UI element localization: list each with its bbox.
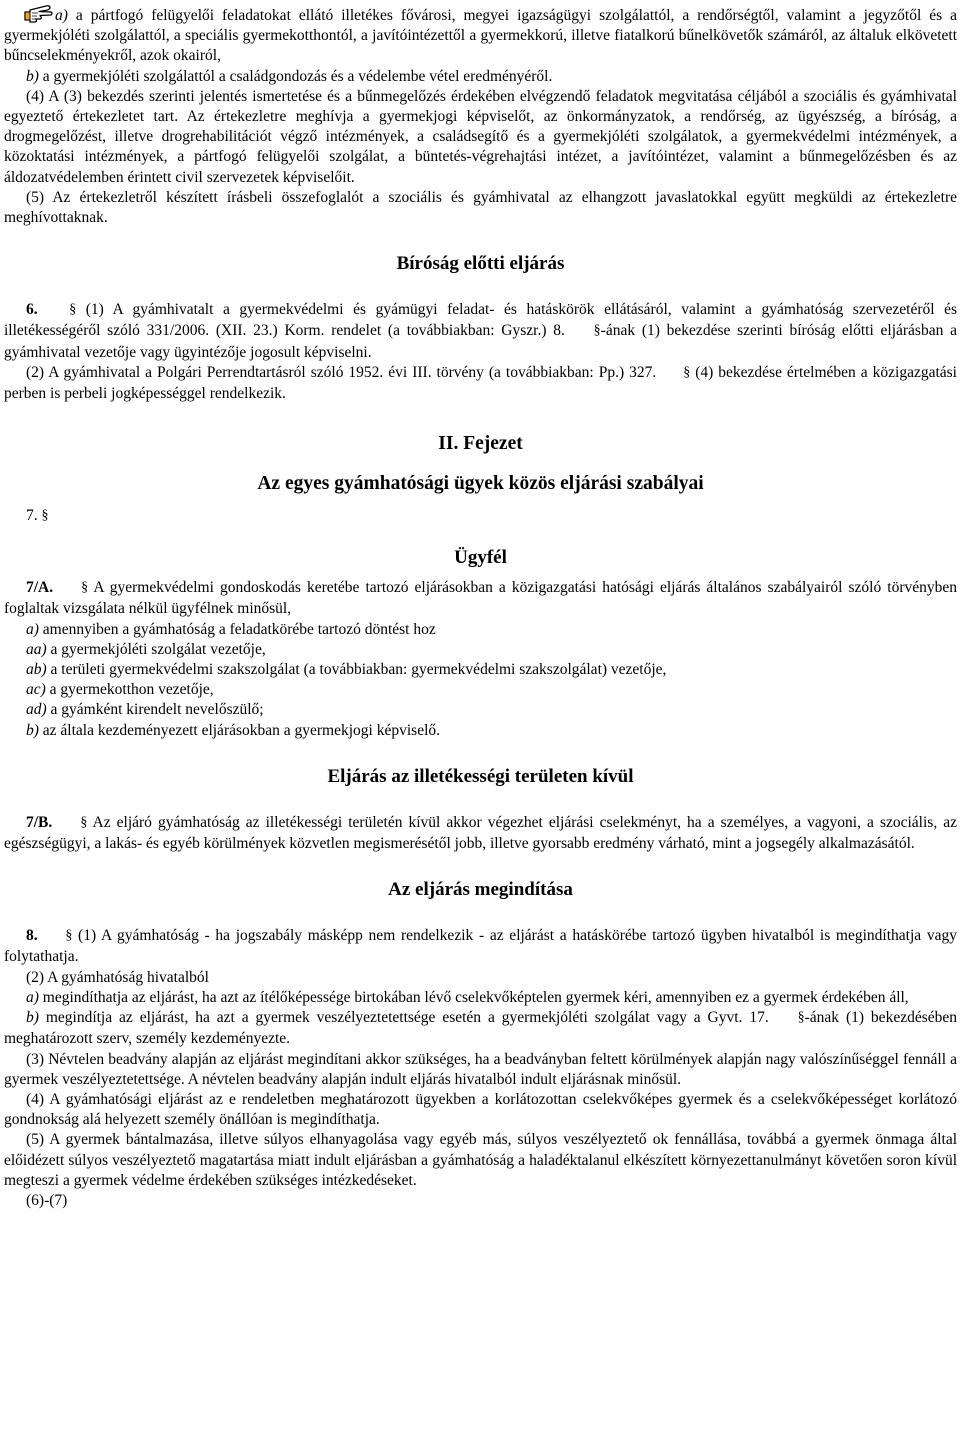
- item-marker: b): [26, 1009, 39, 1027]
- item-marker: ab): [26, 661, 47, 679]
- list-item: [4, 640, 957, 660]
- item-text: a gyermekjóléti szolgálat vezetője,: [46, 640, 266, 658]
- paragraph-4: (4) A (3) bekezdés szerinti jelentés ismertetése és a bűnmegelőzés érdekében elvégzendő feladatok megvitatása céljából a szociális és gyámhivatal egyeztető értekezletet tart. Az értekezletre meghívja a gyermekjogi képviselőt, az önkormányzatok, a rendőrség, az ügyészség, a bíróság, a drogmegelőzést, illetve drogrehabilitációt végző intézmények, a családsegítő és a gyermekjóléti szolgálatok, a gyermekvédelmi intézmények, a közoktatási intézmények, a pártfogó felügyelői szolgálat, a büntetés-végrehajtási intézet, a javítóintézet, valamint a bűnmegelőzésben és az áldozatvédelemben érintett civil szervezetek képviselőit.: [4, 87, 957, 186]
- section-sign-link[interactable]: §: [683, 364, 691, 380]
- item-text: a gyámként kirendelt nevelőszülő;: [46, 701, 264, 719]
- list-item: [4, 620, 957, 640]
- paragraph-text: (2) A gyámhivatal a Polgári Perrendtartásról szóló 1952. évi III. törvény (a továbbiakban: Pp.) 327.: [26, 363, 662, 381]
- paragraph-8-3: (3) Névtelen beadvány alapján az eljárást megindítani akkor szükséges, ha a beadványban feltett körülmények alapján nagy valószínűséggel fennáll a gyermek veszélyeztetettsége. A névtelen beadvány alapján indult eljárás hivatalból indult eljárásnak minősül.: [4, 1050, 957, 1088]
- item-text: megindíthatja az eljárást, ha azt az ítélőképessége birtokában lévő cselekvőképtelen gyermek kéri, amennyiben ez a gyermek érdekében áll,: [38, 988, 909, 1006]
- paragraph-text: A gyermekvédelmi gondoskodás keretébe tartozó eljárásokban a közigazgatási hatósági eljárás általános szabályairól szóló törvényben foglaltak vizsgálata nélkül ügyfélnek minősül,: [4, 579, 957, 618]
- item-marker: aa): [26, 640, 47, 658]
- item-marker: ac): [26, 681, 46, 699]
- list-item: [4, 721, 957, 741]
- section-number: 7/B.: [26, 813, 53, 831]
- item-text: -ának (1) bekezdésében meghatározott szerv, személy kezdeményezte.: [4, 1009, 957, 1048]
- paragraph-text: (1) A gyámhatóság - ha jogszabály másképp nem rendelkezik - az eljárást a hatáskörébe tartozó ügyben hivatalból is megindíthatja vagy folytathatja.: [4, 927, 958, 966]
- paragraph-6-1: [4, 300, 957, 363]
- hand-pointer-icon[interactable]: [24, 3, 53, 25]
- list-item: [4, 680, 957, 700]
- item-marker: b): [26, 721, 39, 739]
- paragraph-b: [4, 67, 957, 87]
- item-text: a gyermekotthon vezetője,: [45, 681, 214, 699]
- item-marker: a): [26, 988, 39, 1006]
- paragraph-8-6-7: (6)-(7): [26, 1191, 68, 1209]
- paragraph-text: (4) bekezdése értelmében a közigazgatási perben is perbeli jogképességgel rendelkezik.: [4, 363, 957, 403]
- item-text: az általa kezdeményezett eljárásokban a gyermekjogi képviselő.: [38, 721, 441, 739]
- paragraph-6-2: [4, 363, 957, 404]
- section-heading-illetekesseg: Eljárás az illetékességi területen kívül: [327, 765, 634, 787]
- item-text: amennyiben a gyámhatóság a feladatkörébe tartozó döntést hoz: [38, 620, 436, 638]
- section-heading-ugyfel: Ügyfél: [454, 547, 507, 569]
- section-heading-birosag: Bíróság előtti eljárás: [396, 253, 565, 275]
- section-number: [26, 506, 49, 527]
- section-sign-link[interactable]: §: [65, 928, 73, 944]
- section-number-text: 7.: [26, 507, 38, 525]
- list-item: [4, 660, 957, 680]
- section-sign-link[interactable]: §: [69, 302, 77, 318]
- paragraph-8-2b: [4, 1008, 957, 1049]
- chapter-title: Az egyes gyámhatósági ügyek közös eljárási szabályai: [257, 473, 704, 495]
- document-page: [4, 3, 957, 1211]
- paragraph-text: Az eljáró gyámhatóság az illetékességi területén kívül akkor végezhet eljárási cselekményt, ha a személyes, a vagyoni, a szociális, az egészségügyi, a lakás- és egyéb körülmények közvetlen megismerésétől jobb, illetve gyorsabb eredmény várható, mint a jogsegély alkalmazásától.: [4, 813, 957, 853]
- item-marker: b): [26, 67, 39, 85]
- section-heading-meginditas: Az eljárás megindítása: [388, 879, 573, 901]
- item-text: a területi gyermekvédelmi szakszolgálat (a továbbiakban: gyermekvédelmi szakszolgálat) vezetője,: [46, 661, 667, 679]
- item-text: megindítja az eljárást, ha azt a gyermek veszélyeztetettsége esetén a gyermekjóléti szolgálat vagy a Gyvt. 17.: [38, 1009, 776, 1027]
- list-item: [4, 700, 957, 720]
- item-marker: a): [26, 620, 39, 638]
- section-number: 7/A.: [26, 579, 54, 597]
- section-sign-link[interactable]: §: [41, 508, 49, 524]
- section-number: 6.: [26, 301, 38, 319]
- paragraph-text: (1) A gyámhivatalt a gyermekvédelmi és gyámügyi feladat- és hatáskörök ellátásáról, valamint a gyámhatóság szervezetéről és illetékességéről szóló 331/2006. (XII. 23.) Korm. rendelet (a továbbiakban: Gyszr.) 8.: [4, 301, 958, 340]
- item-text: a pártfogó felügyelői feladatokat ellátó illetékes fővárosi, megyei igazságügyi szolgálattól, a rendőrségtől, valamint a jegyzőtől és a gyermekjóléti szolgálattól, a speciális gyermekotthontól, a javítóintézettől a gyermekkorú, illetve fiatalkorú bűnelkövetők számáról, az általuk elkövetett bűncselekményekről, azok okairól,: [4, 7, 957, 65]
- paragraph-text: -ának (1) bekezdése szerinti bíróság előtti eljárásban a gyámhivatal vezetője vagy ügyintézője jogosult képviselni.: [4, 322, 957, 361]
- paragraph-8-4: (4) A gyámhatósági eljárást az e rendeletben meghatározott ügyekben a korlátozottan cselekvőképes gyermek és a cselekvőképességet korlátozó gondnokság alá helyezett személy önállóan is megindíthatja.: [4, 1090, 957, 1129]
- item-text: a gyermekjóléti szolgálattól a családgondozás és a védelembe vétel eredményéről.: [38, 67, 553, 85]
- section-sign-link[interactable]: §: [797, 1010, 805, 1026]
- paragraph-8-1: [4, 926, 957, 967]
- section-sign-link[interactable]: §: [593, 323, 601, 339]
- section-7-row: [4, 502, 957, 569]
- item-marker: ad): [26, 701, 47, 719]
- section-sign-link[interactable]: §: [80, 814, 88, 830]
- paragraph-8-5: (5) A gyermek bántalmazása, illetve súlyos elhanyagolása vagy egyéb más, súlyos veszélyeztető ok fennállása, továbbá a gyermek önmaga által előidézett súlyos veszélyeztető magatartása miatt indult eljárásban a gyámhatóság a haladéktalanul elkészített környezettanulmányt követően soron kívül megteszi a gyermek védelme érdekében szükséges intézkedéseket.: [4, 1131, 957, 1189]
- paragraph-8-2a: [4, 988, 957, 1008]
- paragraph-8-2: (2) A gyámhatóság hivatalból: [26, 968, 209, 986]
- paragraph-a: [4, 3, 957, 67]
- paragraph-7b: [4, 813, 957, 854]
- section-number: 8.: [26, 927, 38, 945]
- paragraph-7a: [4, 578, 957, 619]
- item-marker: a): [55, 7, 68, 24]
- paragraph-5: (5) Az értekezletről készített írásbeli összefoglalót a szociális és gyámhivatal az elhangzott javaslatokkal együtt megküldi az értekezletre meghívottaknak.: [4, 188, 957, 227]
- chapter-label: II. Fejezet: [438, 433, 523, 455]
- section-sign-link[interactable]: §: [81, 580, 89, 596]
